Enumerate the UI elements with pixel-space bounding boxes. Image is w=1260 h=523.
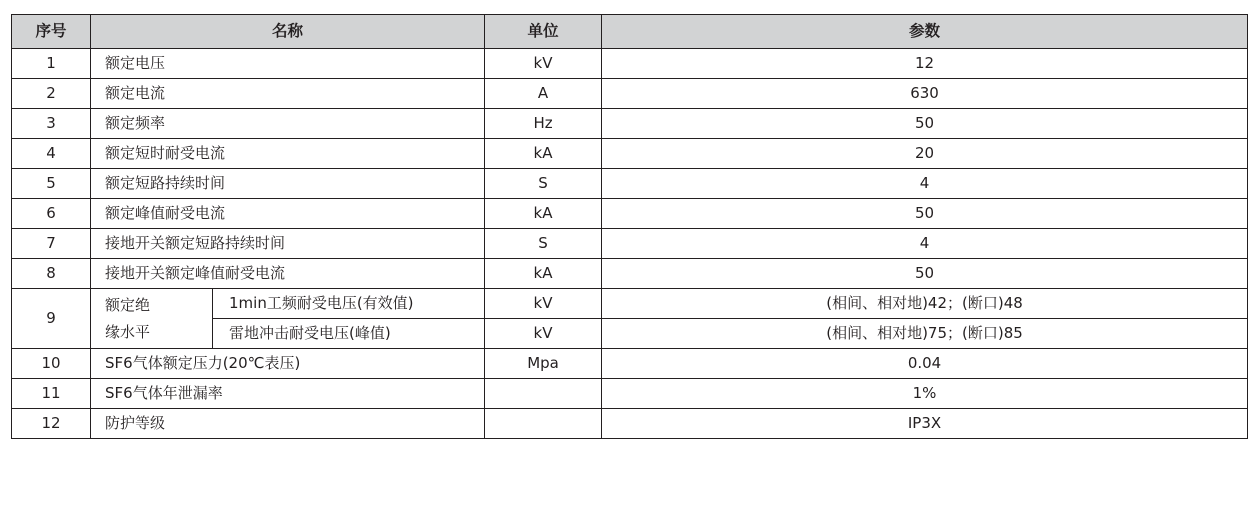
table-row	[12, 109, 1248, 139]
cell-value: 4	[602, 229, 1248, 259]
cell-unit: Mpa	[485, 349, 602, 379]
insulation-group-line2: 缘水平	[105, 322, 151, 341]
table-row	[12, 379, 1248, 409]
insulation-group-line1: 额定绝	[105, 295, 151, 314]
spec-table-container	[11, 14, 1248, 439]
cell-unit: kA	[485, 139, 602, 169]
cell-name: 防护等级	[91, 409, 485, 439]
cell-name: 额定峰值耐受电流	[91, 199, 485, 229]
cell-insulation-group	[91, 289, 213, 349]
cell-unit	[485, 379, 602, 409]
cell-no: 7	[12, 229, 91, 259]
cell-no: 10	[12, 349, 91, 379]
cell-sub-name: 雷地冲击耐受电压(峰值)	[213, 319, 485, 349]
cell-value: 4	[602, 169, 1248, 199]
table-row	[12, 349, 1248, 379]
cell-name: 额定电流	[91, 79, 485, 109]
cell-unit: kV	[485, 49, 602, 79]
header-unit: 单位	[485, 15, 602, 49]
table-row	[12, 169, 1248, 199]
cell-unit: kV	[485, 289, 602, 319]
cell-value: 50	[602, 259, 1248, 289]
cell-sub-name: 1min工频耐受电压(有效值)	[213, 289, 485, 319]
cell-value: 50	[602, 109, 1248, 139]
table-row	[12, 259, 1248, 289]
cell-value: 20	[602, 139, 1248, 169]
cell-no: 5	[12, 169, 91, 199]
cell-unit: Hz	[485, 109, 602, 139]
spec-table	[11, 14, 1248, 439]
cell-name: 额定电压	[91, 49, 485, 79]
cell-value: 630	[602, 79, 1248, 109]
cell-name: 接地开关额定峰值耐受电流	[91, 259, 485, 289]
cell-no: 8	[12, 259, 91, 289]
cell-unit: kA	[485, 259, 602, 289]
cell-name: 接地开关额定短路持续时间	[91, 229, 485, 259]
cell-no: 11	[12, 379, 91, 409]
cell-unit: S	[485, 169, 602, 199]
cell-unit: S	[485, 229, 602, 259]
cell-no: 4	[12, 139, 91, 169]
table-row	[12, 79, 1248, 109]
table-row	[12, 409, 1248, 439]
cell-value: 12	[602, 49, 1248, 79]
cell-no: 1	[12, 49, 91, 79]
cell-no: 9	[12, 289, 91, 349]
cell-no: 6	[12, 199, 91, 229]
cell-name: SF6气体年泄漏率	[91, 379, 485, 409]
table-row	[12, 199, 1248, 229]
cell-value: (相间、相对地)42；(断口)48	[602, 289, 1248, 319]
cell-value: 1%	[602, 379, 1248, 409]
table-row-insulation-1	[12, 289, 1248, 319]
cell-value: (相间、相对地)75；(断口)85	[602, 319, 1248, 349]
cell-unit: kV	[485, 319, 602, 349]
table-header-row	[12, 15, 1248, 49]
table-row	[12, 229, 1248, 259]
cell-value: 50	[602, 199, 1248, 229]
cell-unit: kA	[485, 199, 602, 229]
header-name: 名称	[91, 15, 485, 49]
cell-unit	[485, 409, 602, 439]
cell-name: 额定短路持续时间	[91, 169, 485, 199]
cell-unit: A	[485, 79, 602, 109]
cell-value: 0.04	[602, 349, 1248, 379]
cell-name: 额定频率	[91, 109, 485, 139]
header-value: 参数	[602, 15, 1248, 49]
cell-name: SF6气体额定压力(20℃表压)	[91, 349, 485, 379]
cell-name: 额定短时耐受电流	[91, 139, 485, 169]
cell-no: 2	[12, 79, 91, 109]
table-row	[12, 49, 1248, 79]
header-no: 序号	[12, 15, 91, 49]
cell-value: IP3X	[602, 409, 1248, 439]
table-row	[12, 139, 1248, 169]
cell-no: 3	[12, 109, 91, 139]
cell-no: 12	[12, 409, 91, 439]
